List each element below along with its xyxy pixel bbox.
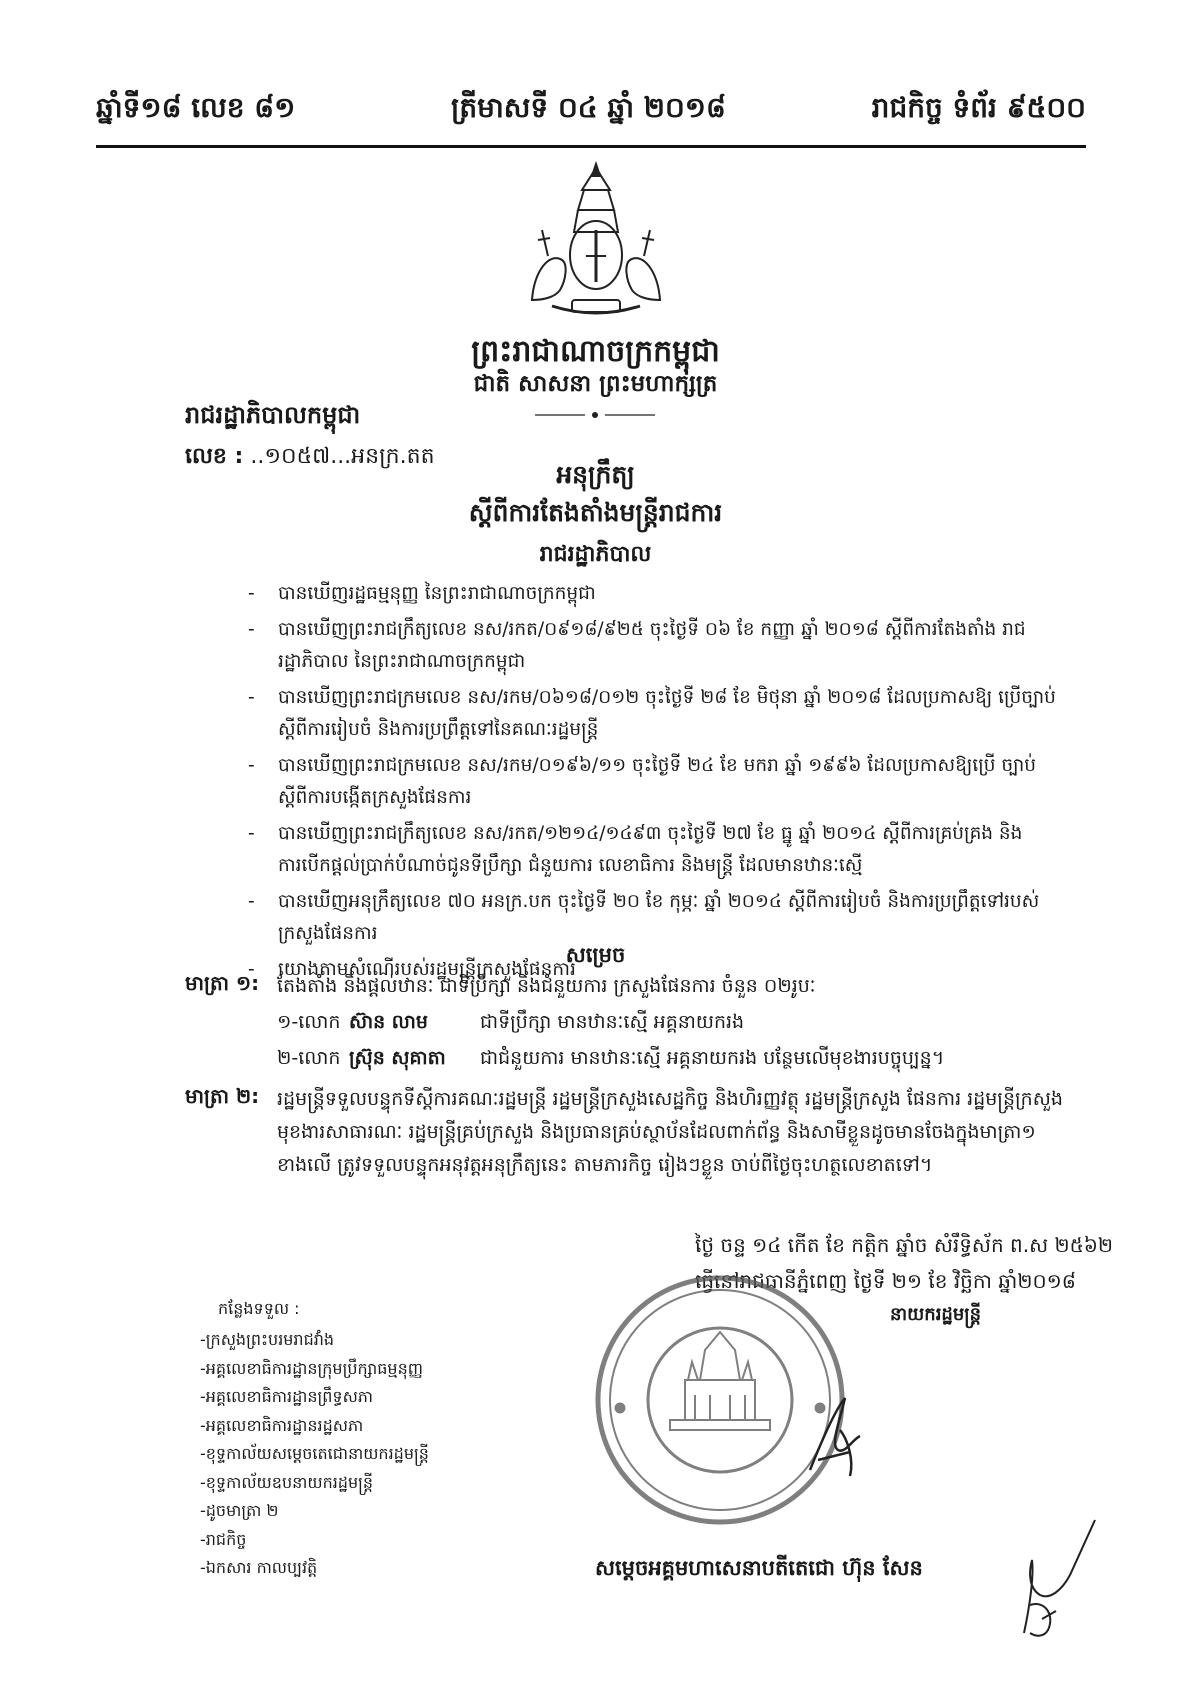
article-2-label: មាត្រា ២: bbox=[185, 1084, 260, 1108]
distribution-title: កន្លែងទទួល : bbox=[218, 1299, 300, 1318]
recital-item: - បានឃើញព្រះរាជក្រឹត្យលេខ នស/រកត/១២១៤/១៤៩៣ ចុះថ្ងៃទី ២៧ ខែ ធ្នូ ឆ្នាំ ២០១៤ ស្តីពីការគ្រប់គ្រង និងការបើកផ្តល់ប្រាក់បំណាច់ជូនទីប្រឹក្សា ជំនួយការ លេខាធិការ និងមន្ត្រី ដែលមានឋានៈស្មើ bbox=[248, 818, 1058, 882]
appointee-role: ជាទីប្រឹក្សា មានឋានៈស្មើ អគ្គនាយករង bbox=[480, 1011, 745, 1033]
header-rule bbox=[96, 145, 1086, 148]
article-2 bbox=[185, 1083, 1065, 1182]
article-1-label: មាត្រា ១: bbox=[185, 971, 260, 995]
recital-item: - បានឃើញរដ្ឋធម្មនុញ្ញ នៃព្រះរាជាណាចក្រកម្ពុជា bbox=[248, 578, 1058, 610]
distribution-item: -ក្រសួងព្រះបរមរាជវាំង bbox=[200, 1330, 335, 1349]
gazette-page-number: រាជកិច្ច ទំព័រ ៩៥០០ bbox=[871, 91, 1086, 124]
recitals-list bbox=[248, 578, 1058, 990]
signer-name: សម្តេចអគ្គមហាសេនាបតីតេជោ ហ៊ុន សែន bbox=[595, 1556, 923, 1580]
article-2-body: រដ្ឋមន្ត្រីទទួលបន្ទុកទីស្តីការគណៈរដ្ឋមន្ត្រី រដ្ឋមន្ត្រីក្រសួងសេដ្ឋកិច្ច និងហិរញ្ញវត្ថុ រដ្ឋមន្ត្រីក្រសួង ផែនការ រដ្ឋមន្ត្រីក្រសួងមុខងារសាធារណៈ រដ្ឋមន្ត្រីគ្រប់ក្រសួង និងប្រធានគ្រប់ស្ថាប័នដែលពាក់ព័ន្ធ និងសាមីខ្លួនដូចមានចែងក្នុងមាត្រា១ ខាងលើ ត្រូវទទួលបន្ទុកអនុវត្តអនុក្រឹត្យនេះ តាមភារកិច្ច រៀងៗខ្លួន ចាប់ពីថ្ងៃចុះហត្ថលេខាតទៅ។ bbox=[277, 1088, 1063, 1176]
appointee-name: ស្រ៊ុន សុគាតា bbox=[349, 1047, 446, 1069]
recital-item: - បានឃើញព្រះរាជក្រឹត្យលេខ នស/រកត/០៩១៨/៩២៥ ចុះថ្ងៃទី ០៦ ខែ កញ្ញា ឆ្នាំ ២០១៨ ស្តីពីការតែងតាំង រាជរដ្ឋាភិបាល នៃព្រះរាជាណាចក្រកម្ពុជា bbox=[248, 614, 1058, 678]
kingdom-title: ព្រះរាជាណាចក្រកម្ពុជា bbox=[471, 334, 720, 369]
distribution-item: -ខុទ្ទកាល័យឧបនាយករដ្ឋមន្ត្រី bbox=[200, 1472, 374, 1492]
gazette-quarter: ត្រីមាសទី ០៤ ឆ្នាំ ២០១៨ bbox=[451, 91, 726, 124]
royal-emblem-icon bbox=[512, 160, 680, 320]
appointee-prefix: ២-លោក bbox=[277, 1047, 341, 1069]
kingdom-motto: ជាតិ សាសនា ព្រះមហាក្សត្រ bbox=[473, 371, 718, 397]
issuing-authority: រាជរដ្ឋាភិបាលកម្ពុជា bbox=[185, 401, 361, 429]
appointee-prefix: ១-លោក bbox=[277, 1011, 341, 1033]
recital-item: - យោងតាមសំណើរបស់រដ្ឋមន្ត្រីក្រសួងផែនការ bbox=[248, 954, 1058, 986]
article-1 bbox=[185, 970, 1065, 1003]
document-authority: រាជរដ្ឋាភិបាល bbox=[539, 542, 652, 567]
distribution-item: -ខុទ្ទកាល័យសម្តេចតេជោនាយករដ្ឋមន្ត្រី bbox=[200, 1444, 429, 1463]
distribution-item: -ដូចមាត្រា ២ bbox=[200, 1501, 279, 1520]
recital-item: - បានឃើញព្រះរាជក្រមលេខ នស/រកម/០៦១៨/០១២ ចុះថ្ងៃទី ២៨ ខែ មិថុនា ឆ្នាំ ២០១៨ ដែលប្រកាសឱ្យ ប្រើច្បាប់ ស្តីពីការរៀបចំ និងការប្រព្រឹត្តទៅនៃគណៈរដ្ឋមន្ត្រី bbox=[248, 682, 1058, 746]
solar-date: ធ្វើនៅរាជធានីភ្នំពេញ ថ្ងៃទី ២១ ខែ វិច្ឆិកា ឆ្នាំ២០១៨ bbox=[695, 1269, 1076, 1293]
motto-ornament-icon bbox=[535, 410, 655, 420]
reference-value: ..១០៥៧...អនក្រ.តត bbox=[250, 444, 435, 469]
article-1-body: តែងតាំង និងផ្តល់ឋានៈ ជាទីប្រឹក្សា និងជំនួយការ ក្រសួងផែនការ ចំនួន ០២រូបៈ bbox=[277, 975, 816, 997]
reference-label: លេខ : bbox=[185, 444, 244, 469]
gazette-year-issue: ឆ្នាំទី១៨ លេខ ៨១ bbox=[96, 91, 296, 124]
distribution-item: -ឯកសារ កាលប្បវត្តិ bbox=[200, 1558, 318, 1577]
distribution-item: -អគ្គលេខាធិការដ្ឋានក្រុមប្រឹក្សាធម្មនុញ្ញ bbox=[200, 1358, 423, 1378]
document-type: អនុក្រឹត្យ bbox=[556, 460, 635, 489]
handwritten-initial-icon bbox=[1000, 1515, 1100, 1645]
signer-title: នាយករដ្ឋមន្ត្រី bbox=[890, 1304, 982, 1325]
signature-icon bbox=[790, 1390, 870, 1480]
appointee-name: ស៊ាន លាម bbox=[349, 1011, 428, 1033]
distribution-item: -អគ្គលេខាធិការដ្ឋានរដ្ឋសភា bbox=[200, 1415, 364, 1435]
recital-item: - បានឃើញអនុក្រឹត្យលេខ ៧០ អនក្រ.បក ចុះថ្ងៃទី ២០ ខែ កុម្ភៈ ឆ្នាំ ២០១៤ ស្តីពីការរៀបចំ និងការប្រព្រឹត្តទៅរបស់ ក្រសួងផែនការ bbox=[248, 886, 1058, 950]
decision-heading: សម្រេច bbox=[565, 943, 626, 967]
lunar-date: ថ្ងៃ ចន្ទ ១៤ កើត ខែ កត្តិក ឆ្នាំច សំរឹទ្ធិស័ក ព.ស ២៥៦២ bbox=[695, 1233, 1114, 1257]
gazette-header bbox=[96, 90, 1086, 140]
distribution-item: -អគ្គលេខាធិការដ្ឋានព្រឹទ្ធសភា bbox=[200, 1387, 374, 1406]
distribution-list bbox=[200, 1326, 429, 1583]
distribution-item: -រាជកិច្ច bbox=[200, 1529, 247, 1549]
recital-item: - បានឃើញព្រះរាជក្រមលេខ នស/រកម/០១៩៦/១១ ចុះថ្ងៃទី ២៤ ខែ មករា ឆ្នាំ ១៩៩៦ ដែលប្រកាសឱ្យប្រើ ច្បាប់ ស្តីពីការបង្កើតក្រសួងផែនការ bbox=[248, 750, 1058, 814]
document-subject: ស្តីពីការតែងតាំងមន្ត្រីរាជការ bbox=[468, 498, 723, 527]
appointee-role: ជាជំនួយការ មានឋានៈស្មើ អគ្គនាយករង បន្ថែមលើមុខងារបច្ចុប្បន្ន។ bbox=[480, 1047, 945, 1069]
